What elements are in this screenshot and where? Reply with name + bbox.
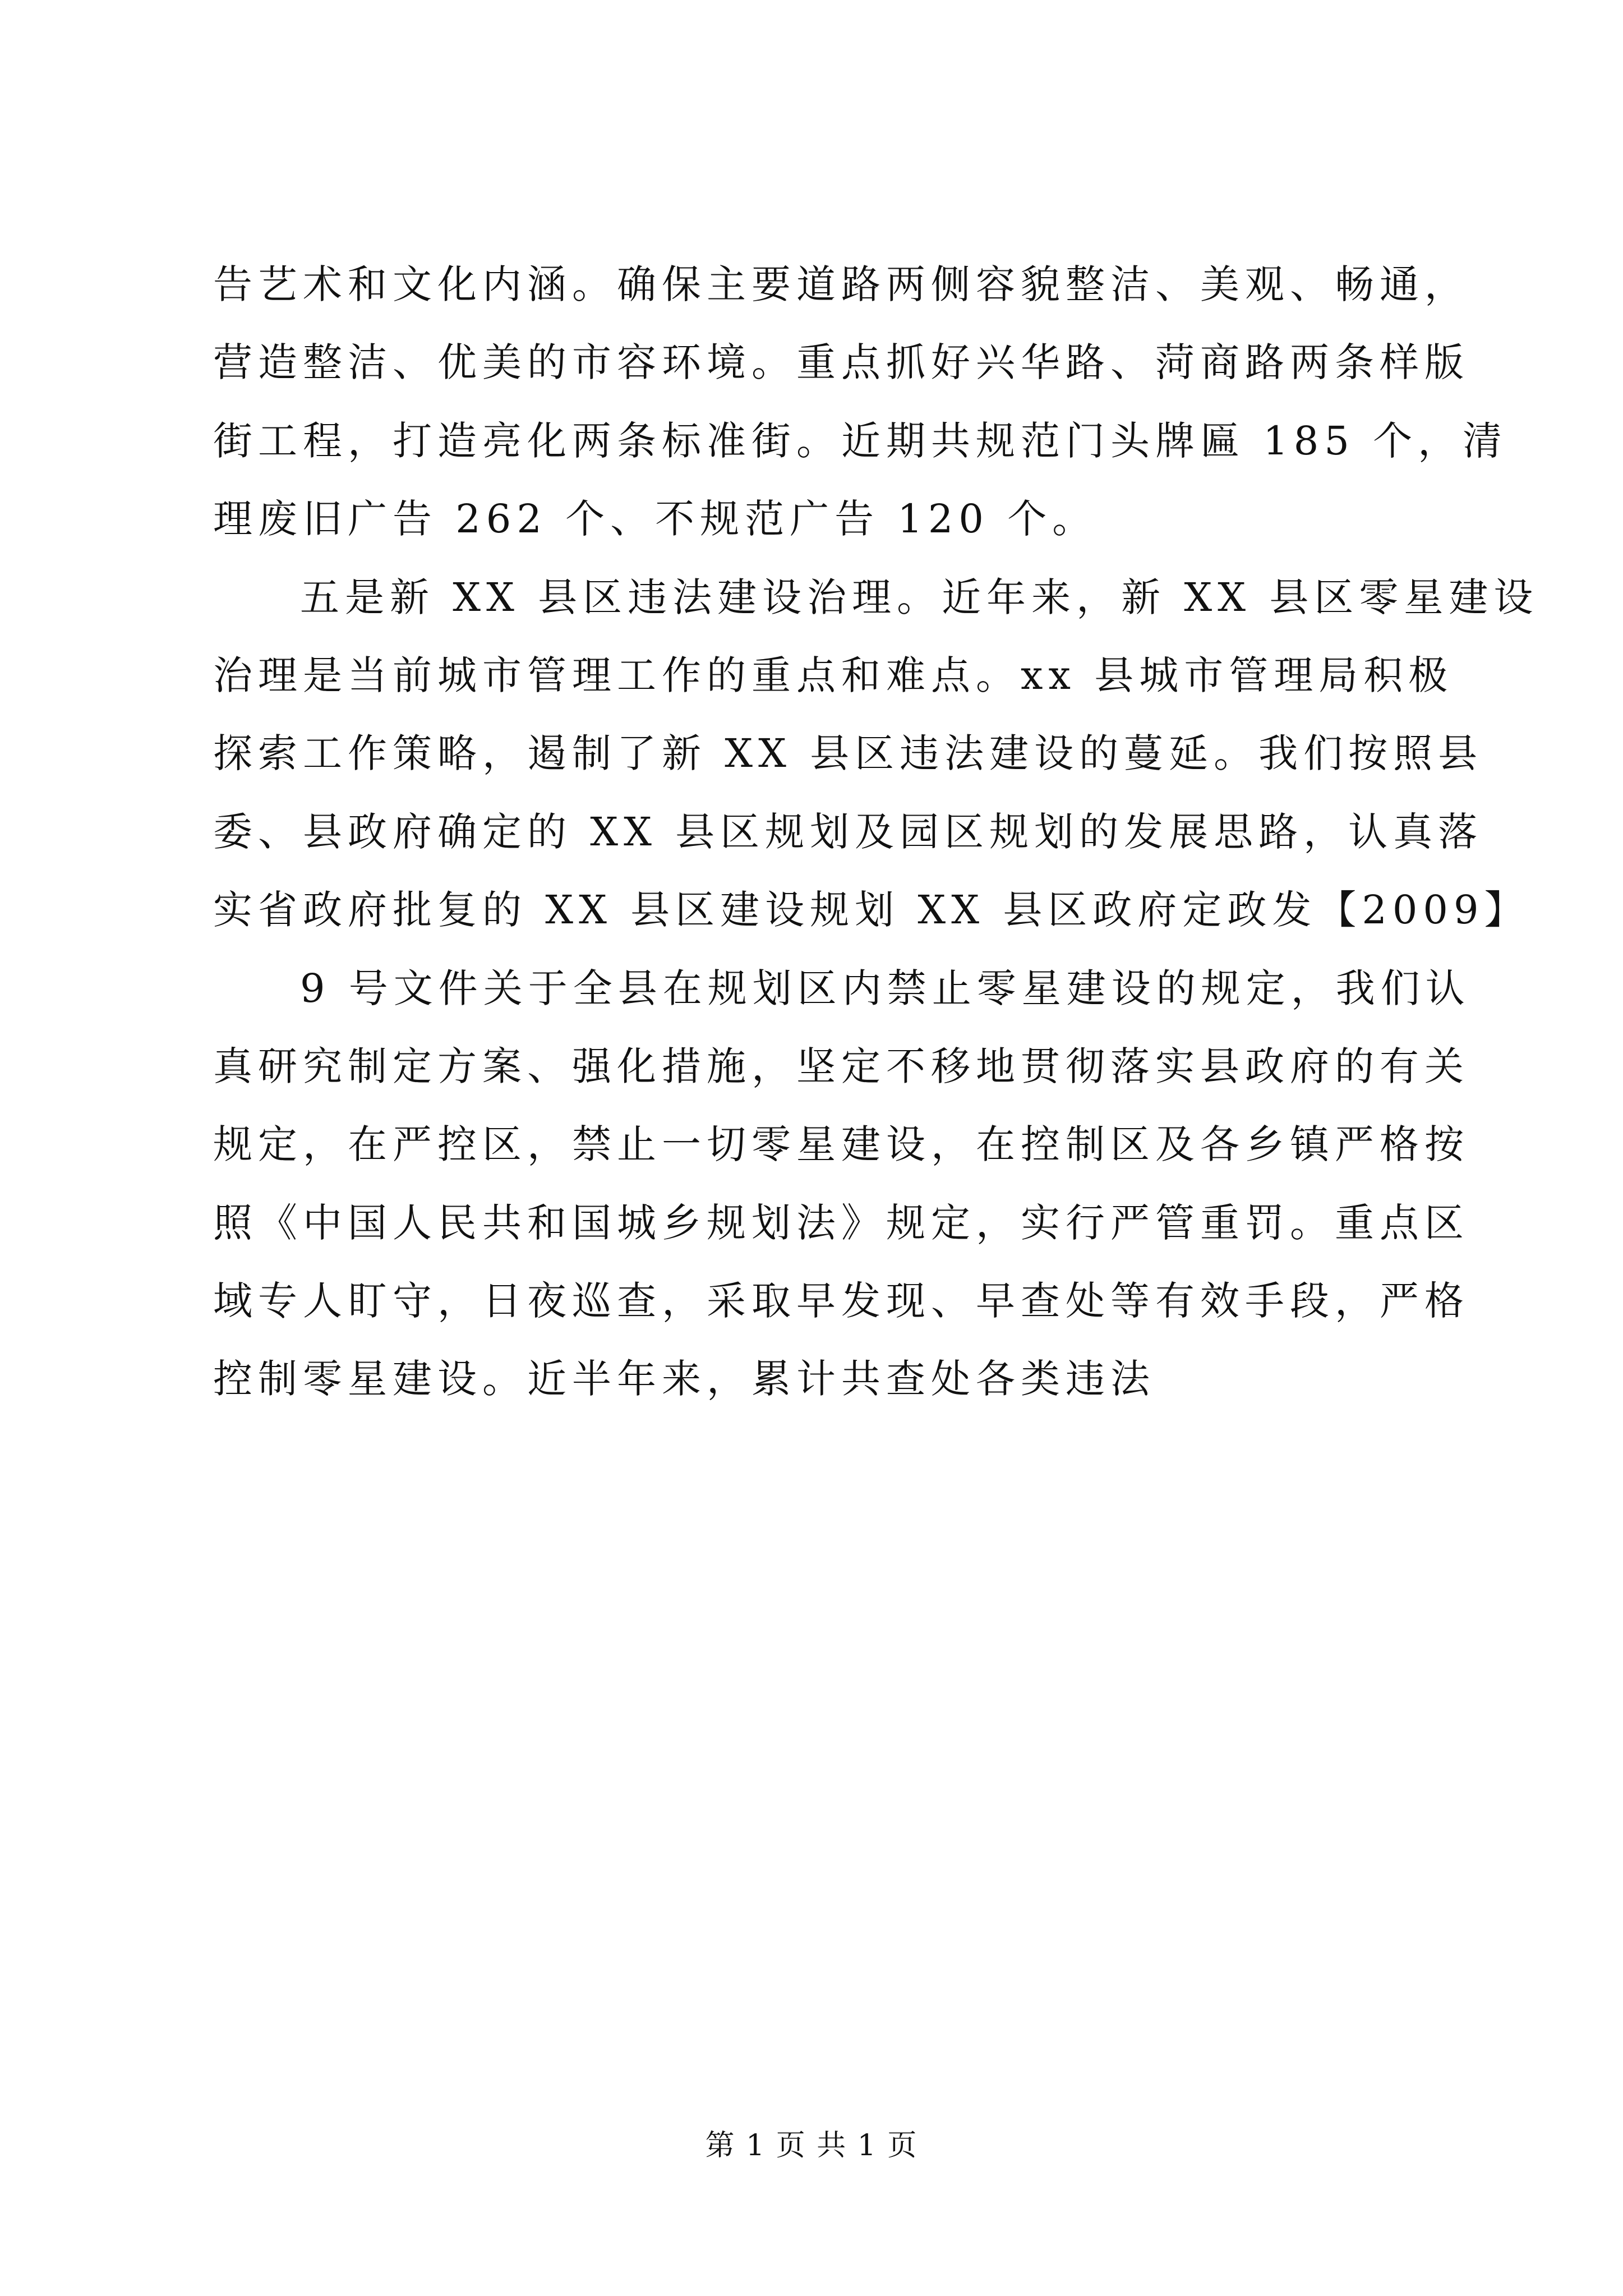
text-line: 照《中国人民共和国城乡规划法》规定，实行严管重罚。重点区: [213, 1199, 1469, 1246]
body-text: [213, 246, 1539, 1419]
text-line: 委、县政府确定的 XX 县区规划及园区规划的发展思路，认真落: [213, 808, 1483, 855]
paragraph-first-line: 9 号文件关于全县在规划区内禁止零星建设的规定，我们认: [300, 965, 1470, 1011]
text-line: 治理是当前城市管理工作的重点和难点。xx 县城市管理局积极: [213, 652, 1454, 698]
text-line: 真研究制定方案、强化措施，坚定不移地贯彻落实县政府的有关: [213, 1043, 1469, 1089]
text-line: 告艺术和文化内涵。确保主要道路两侧容貌整洁、美观、畅通，: [213, 261, 1469, 307]
text-line: 街工程，打造亮化两条标准街。近期共规范门头牌匾 185 个，清: [213, 417, 1508, 464]
text-line: 营造整洁、优美的市容环境。重点抓好兴华路、菏商路两条样版: [213, 339, 1469, 386]
text-line: 规定，在严控区，禁止一切零星建设，在控制区及各乡镇严格按: [213, 1121, 1469, 1168]
text-line: 探索工作策略，遏制了新 XX 县区违法建设的蔓延。我们按照县: [213, 730, 1483, 777]
text-line: 实省政府批复的 XX 县区建设规划 XX 县区政府定政发【2009】: [213, 887, 1529, 933]
page-number-footer: 第 1 页 共 1 页: [705, 2129, 918, 2162]
text-line: 域专人盯守，日夜巡查，采取早发现、早查处等有效手段，严格: [213, 1278, 1469, 1324]
text-line: 理废旧广告 262 个、不规范广告 120 个。: [213, 496, 1098, 542]
text-line: 控制零星建设。近半年来，累计共查处各类违法: [213, 1356, 1155, 1402]
paragraph-first-line: 五是新 XX 县区违法建设治理。近年来，新 XX 县区零星建设: [300, 574, 1539, 620]
